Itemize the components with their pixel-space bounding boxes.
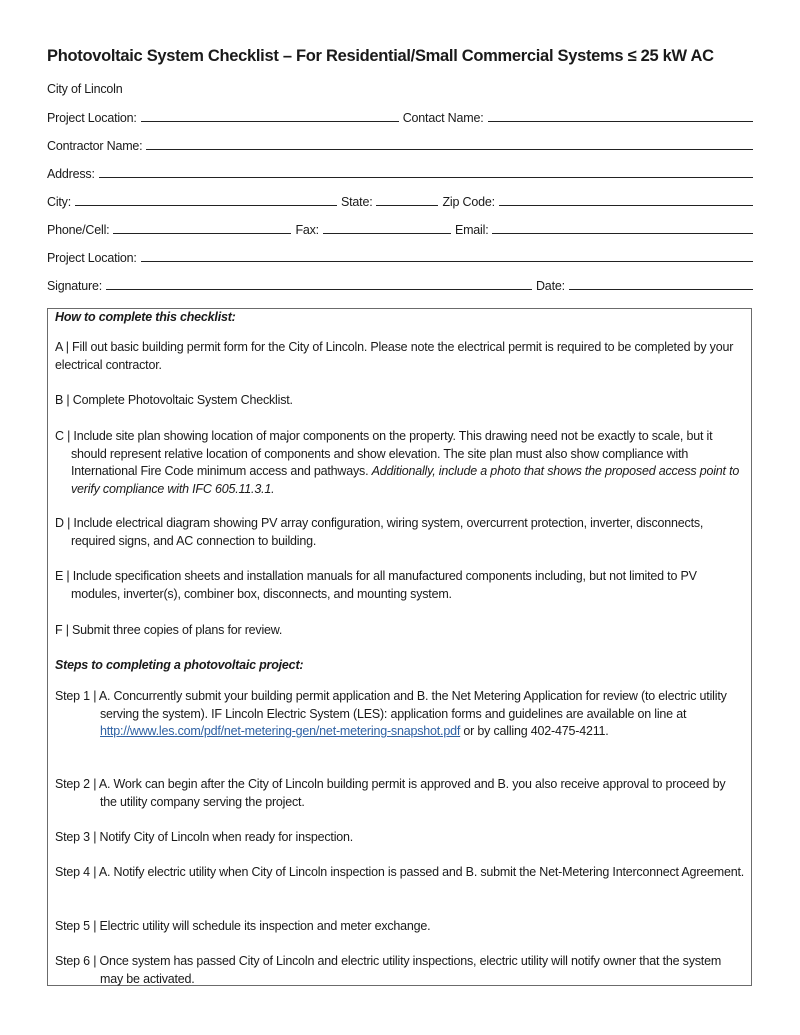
project-location-2-field[interactable] <box>141 250 753 262</box>
date-field[interactable] <box>569 278 753 290</box>
item-text: Submit three copies of plans for review. <box>68 623 283 637</box>
les-net-metering-link[interactable]: http://www.les.com/pdf/net-metering-gen/net-metering-snapshot.pdf <box>100 724 461 738</box>
zip-code-label: Zip Code: <box>442 195 495 209</box>
step-label: Step 1 | <box>55 689 97 703</box>
signature-field[interactable] <box>106 278 532 290</box>
steps-heading: Steps to completing a photovoltaic project: <box>55 658 304 672</box>
step-label: Step 6 | <box>55 954 97 968</box>
phone-cell-label: Phone/Cell: <box>47 223 110 237</box>
email-field[interactable] <box>492 222 753 234</box>
phone-cell-field[interactable] <box>113 222 291 234</box>
contractor-name-label: Contractor Name: <box>47 139 143 153</box>
item-text-italic: Additionally, include a photo that shows the proposed access point to verify compliance with IFC 605.11.3.1. <box>71 464 740 496</box>
step-text: Once system has passed City of Lincoln and electric utility inspections, electric utility will notify owner that the system may be activated. <box>96 954 722 986</box>
item-text: Include site plan showing location of major components on the property. This drawing need not be exactly to scale, but it should represent relative location of components and show elevation. The site plan must also show compliance with International Fire Code minimum access and pathways. <box>70 429 713 478</box>
form-row-project-contact <box>47 110 753 125</box>
city-label: City: <box>47 195 72 209</box>
step-4 <box>55 864 745 882</box>
city-label-row <box>47 82 753 96</box>
step-text: A. Notify electric utility when City of Lincoln inspection is passed and B. submit the Net-Metering Interconnect Agreement. <box>96 865 745 879</box>
item-label: B | <box>55 393 70 407</box>
item-label: E | <box>55 569 70 583</box>
instruction-item-b <box>55 392 745 410</box>
item-text: Fill out basic building permit form for the City of Lincoln. Please note the electrical permit is required to be completed by your electrical contractor. <box>55 340 734 372</box>
contact-name-label: Contact Name: <box>402 111 484 125</box>
step-1 <box>55 688 745 741</box>
step-3 <box>55 829 745 847</box>
form-row-city-state-zip <box>47 194 753 209</box>
state-label: State: <box>341 195 373 209</box>
item-text: Complete Photovoltaic System Checklist. <box>69 393 293 407</box>
item-label: A | <box>55 340 69 354</box>
form-row-signature-date <box>47 278 753 293</box>
instructions-heading: How to complete this checklist: <box>55 310 236 324</box>
item-text: Include specification sheets and installation manuals for all manufactured components including, but not limited to PV modules, inverter(s), combiner box, disconnects, and mounting system. <box>69 569 697 601</box>
form-row-project-location <box>47 250 753 265</box>
instruction-item-f <box>55 622 745 640</box>
date-label: Date: <box>535 279 565 293</box>
signature-label: Signature: <box>47 279 102 293</box>
step-label: Step 2 | <box>55 777 97 791</box>
item-label: C | <box>55 429 71 443</box>
contractor-name-field[interactable] <box>146 138 753 150</box>
item-label: F | <box>55 623 69 637</box>
zip-code-field[interactable] <box>499 194 753 206</box>
address-label: Address: <box>47 167 95 181</box>
address-field[interactable] <box>99 166 753 178</box>
step-label: Step 4 | <box>55 865 97 879</box>
step-text-after: or by calling 402-475-4211. <box>460 724 609 738</box>
instruction-item-c <box>55 428 745 498</box>
city-of-lincoln-label: City of Lincoln <box>47 82 123 96</box>
item-label: D | <box>55 516 71 530</box>
email-label: Email: <box>454 223 489 237</box>
instruction-item-a <box>55 339 745 374</box>
step-label: Step 3 | <box>55 830 97 844</box>
step-text: A. Concurrently submit your building permit application and B. the Net Metering Application for review (to electric utility serving the system). IF Lincoln Electric System (LES): application forms and guidelines are available on line at <box>96 689 727 721</box>
city-field[interactable] <box>75 194 337 206</box>
step-text: A. Work can begin after the City of Lincoln building permit is approved and B. you also receive approval to proceed by the utility company serving the project. <box>96 777 726 809</box>
fax-field[interactable] <box>323 222 451 234</box>
step-text: Notify City of Lincoln when ready for inspection. <box>96 830 354 844</box>
project-location-2-label: Project Location: <box>47 251 137 265</box>
instruction-item-e <box>55 568 745 603</box>
item-text: Include electrical diagram showing PV array configuration, wiring system, overcurrent protection, inverter, disconnects, required signs, and AC connection to building. <box>70 516 704 548</box>
project-location-label: Project Location: <box>47 111 137 125</box>
form-row-phone-fax-email <box>47 222 753 237</box>
form-row-address <box>47 166 753 181</box>
page-title: Photovoltaic System Checklist – For Residential/Small Commercial Systems ≤ 25 kW AC <box>47 47 714 65</box>
step-2 <box>55 776 745 811</box>
step-text: Electric utility will schedule its inspection and meter exchange. <box>96 919 431 933</box>
step-label: Step 5 | <box>55 919 97 933</box>
instruction-item-d <box>55 515 745 550</box>
fax-label: Fax: <box>295 223 319 237</box>
state-field[interactable] <box>376 194 438 206</box>
step-5 <box>55 918 745 936</box>
project-location-field[interactable] <box>141 110 399 122</box>
form-row-contractor <box>47 138 753 153</box>
step-6 <box>55 953 745 988</box>
instructions-box <box>47 308 752 986</box>
contact-name-field[interactable] <box>488 110 754 122</box>
